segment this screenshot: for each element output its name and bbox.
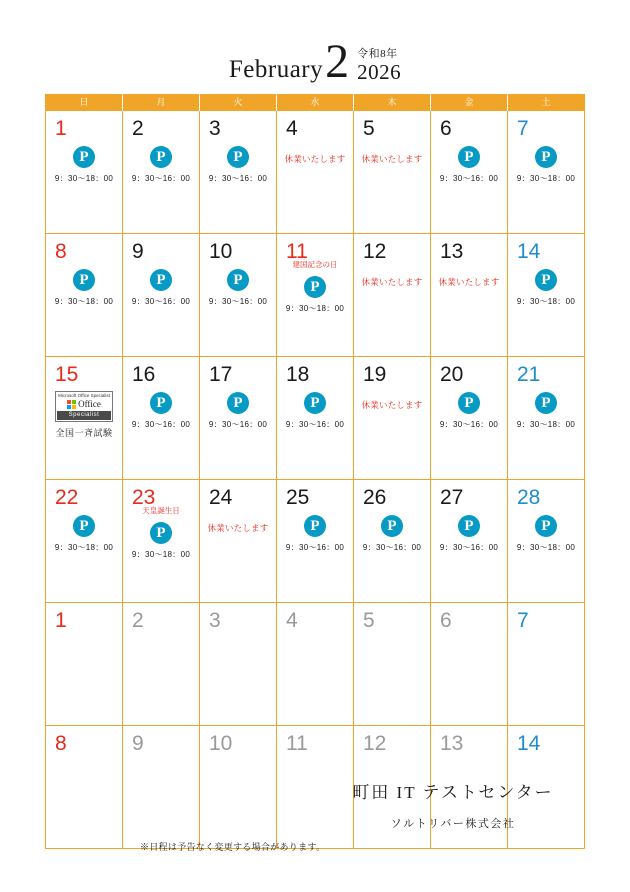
calendar-day-cell[interactable] (123, 603, 200, 726)
day-number: 14 (517, 240, 541, 263)
business-hours: 9：30～16：00 (439, 420, 499, 429)
month-name-english: February (228, 56, 324, 83)
day-number: 24 (209, 486, 233, 509)
office-specialist-badge-icon (55, 391, 113, 422)
day-number: 22 (55, 486, 79, 509)
day-number: 2 (132, 609, 144, 632)
day-number: 17 (209, 363, 233, 386)
badge-top-text: Microsoft Office Specialist (58, 393, 110, 398)
calendar-day-cell[interactable] (354, 111, 431, 234)
business-hours: 9：30～16：00 (208, 420, 268, 429)
day-number: 12 (363, 240, 387, 263)
day-number: 12 (363, 732, 387, 755)
calendar-day-cell[interactable] (123, 111, 200, 234)
calendar-day-cell[interactable] (200, 480, 277, 603)
calendar-day-cell[interactable] (277, 357, 354, 480)
weekday-header-monday: 月 (123, 94, 200, 111)
holiday-name: 建国記念の日 (292, 260, 338, 269)
business-hours: 9：30～18：00 (516, 420, 576, 429)
calendar-day-cell[interactable] (431, 603, 508, 726)
business-hours: 9：30～16：00 (131, 174, 191, 183)
calendar-grid (45, 94, 585, 849)
day-number: 19 (363, 363, 387, 386)
japanese-era-year: 令和8年 (357, 48, 398, 61)
business-hours: 9：30～18：00 (54, 543, 114, 552)
p-mark-icon: P (304, 392, 326, 414)
calendar-day-cell[interactable] (354, 480, 431, 603)
calendar-week-row (46, 111, 585, 234)
business-hours: 9：30～16：00 (439, 543, 499, 552)
business-hours: 9：30～16：00 (285, 420, 345, 429)
business-hours: 9：30～18：00 (285, 304, 345, 314)
closed-notice: 休業いたします (361, 400, 423, 410)
calendar-day-cell[interactable] (200, 603, 277, 726)
weekday-header-saturday: 土 (508, 94, 585, 111)
day-number: 16 (132, 363, 156, 386)
day-number: 13 (440, 240, 464, 263)
calendar-day-cell[interactable] (123, 357, 200, 480)
day-number: 14 (517, 732, 541, 755)
company-subname: ソルトリバー株式会社 (390, 818, 516, 830)
calendar-week-row (46, 480, 585, 603)
business-hours: 9：30～18：00 (54, 174, 114, 183)
calendar-day-cell[interactable] (123, 726, 200, 849)
calendar-day-cell[interactable] (200, 726, 277, 849)
closed-notice: 休業いたします (438, 277, 500, 287)
p-mark-icon: P (150, 392, 172, 414)
day-number: 26 (363, 486, 387, 509)
day-number: 25 (286, 486, 310, 509)
day-number: 11 (286, 732, 308, 755)
calendar-day-cell[interactable] (277, 480, 354, 603)
badge-bar-text: Specialist (57, 411, 111, 420)
day-number: 8 (55, 732, 67, 755)
calendar-day-cell[interactable] (277, 603, 354, 726)
p-mark-icon: P (150, 269, 172, 291)
day-number: 18 (286, 363, 310, 386)
weekday-header-row (46, 94, 585, 111)
weekday-header-friday: 金 (431, 94, 508, 111)
closed-notice: 休業いたします (284, 154, 346, 164)
day-number: 1 (55, 117, 67, 140)
day-number: 28 (517, 486, 541, 509)
calendar-day-cell[interactable] (46, 480, 123, 603)
calendar-day-cell[interactable] (200, 357, 277, 480)
day-number: 5 (363, 609, 375, 632)
calendar-day-cell[interactable] (46, 603, 123, 726)
p-mark-icon: P (458, 515, 480, 537)
business-hours: 9：30～18：00 (516, 174, 576, 183)
p-mark-icon: P (150, 146, 172, 168)
company-name: 町田 IT テストセンター (352, 783, 554, 802)
calendar-day-cell[interactable] (200, 234, 277, 357)
calendar-day-cell[interactable] (46, 726, 123, 849)
calendar-day-cell[interactable] (46, 111, 123, 234)
calendar-week-row (46, 603, 585, 726)
calendar-day-cell[interactable] (354, 357, 431, 480)
p-mark-icon: P (535, 515, 557, 537)
calendar-day-cell[interactable] (508, 111, 585, 234)
day-number: 9 (132, 732, 144, 755)
p-mark-icon: P (535, 269, 557, 291)
calendar-day-cell[interactable] (200, 111, 277, 234)
p-mark-icon: P (535, 392, 557, 414)
day-number: 7 (517, 117, 529, 140)
business-hours: 9：30～16：00 (439, 174, 499, 183)
business-hours: 9：30～16：00 (131, 297, 191, 306)
day-number: 6 (440, 117, 452, 140)
holiday-name: 天皇誕生日 (142, 506, 180, 515)
weekday-header-sunday: 日 (46, 94, 123, 111)
p-mark-icon: P (73, 146, 95, 168)
day-number: 7 (517, 609, 529, 632)
closed-notice: 休業いたします (207, 523, 269, 533)
day-number: 6 (440, 609, 452, 632)
p-mark-icon: P (227, 269, 249, 291)
month-number: 2 (325, 35, 350, 88)
calendar-week-row (46, 357, 585, 480)
day-number: 4 (286, 117, 298, 140)
year-block (357, 49, 401, 86)
business-hours: 9：30～18：00 (54, 297, 114, 306)
calendar-day-cell[interactable] (277, 234, 354, 357)
business-hours: 9：30～16：00 (362, 543, 422, 552)
calendar-day-cell[interactable] (508, 480, 585, 603)
p-mark-icon: P (458, 146, 480, 168)
day-number: 8 (55, 240, 67, 263)
calendar-day-cell[interactable] (46, 234, 123, 357)
business-hours: 9：30～16：00 (285, 543, 345, 552)
weekday-header-thursday: 木 (354, 94, 431, 111)
p-mark-icon: P (535, 146, 557, 168)
calendar-day-cell[interactable] (431, 480, 508, 603)
day-number: 3 (209, 117, 221, 140)
closed-notice: 休業いたします (361, 154, 423, 164)
p-mark-icon: P (304, 276, 326, 298)
microsoft-logo-icon (67, 400, 76, 409)
gregorian-year: 2026 (357, 59, 402, 84)
day-number: 15 (55, 363, 79, 386)
p-mark-icon: P (458, 392, 480, 414)
calendar-day-cell[interactable] (46, 357, 123, 480)
weekday-header-tuesday: 火 (200, 94, 277, 111)
calendar-day-cell[interactable] (123, 234, 200, 357)
p-mark-icon: P (73, 269, 95, 291)
calendar-day-cell[interactable] (354, 234, 431, 357)
day-number: 13 (440, 732, 464, 755)
day-number: 9 (132, 240, 144, 263)
business-hours: 9：30～16：00 (208, 174, 268, 183)
day-number: 4 (286, 609, 298, 632)
business-hours: 9：30～18：00 (131, 550, 191, 560)
calendar-day-cell[interactable] (354, 603, 431, 726)
day-number: 10 (209, 240, 233, 263)
exam-label: 全国一斉試験 (55, 427, 113, 438)
p-mark-icon: P (150, 522, 172, 544)
day-number: 23 (132, 486, 156, 509)
calendar-day-cell[interactable] (508, 603, 585, 726)
calendar-day-cell[interactable] (277, 111, 354, 234)
day-number: 27 (440, 486, 464, 509)
badge-main-row (57, 400, 111, 409)
business-hours: 9：30～18：00 (516, 297, 576, 306)
day-number: 20 (440, 363, 464, 386)
p-mark-icon: P (227, 146, 249, 168)
day-number: 1 (55, 609, 67, 632)
day-number: 2 (132, 117, 144, 140)
business-hours: 9：30～16：00 (131, 420, 191, 429)
calendar-day-cell[interactable] (508, 357, 585, 480)
calendar-header (0, 0, 630, 94)
business-hours: 9：30～18：00 (516, 543, 576, 552)
calendar-day-cell[interactable] (431, 234, 508, 357)
calendar-day-cell[interactable] (431, 111, 508, 234)
badge-word: Office (78, 398, 101, 409)
p-mark-icon: P (227, 392, 249, 414)
weekday-header-wednesday: 水 (277, 94, 354, 111)
day-number: 5 (363, 117, 375, 140)
day-number: 10 (209, 732, 233, 755)
closed-notice: 休業いたします (361, 277, 423, 287)
day-number: 21 (517, 363, 541, 386)
day-number: 3 (209, 609, 221, 632)
calendar-day-cell[interactable] (508, 234, 585, 357)
calendar-day-cell[interactable] (123, 480, 200, 603)
p-mark-icon: P (304, 515, 326, 537)
day-number: 11 (286, 240, 308, 263)
footer-note: ※日程は予告なく変更する場合があります。 (140, 842, 326, 852)
business-hours: 9：30～16：00 (208, 297, 268, 306)
calendar-week-row (46, 234, 585, 357)
footer-company-block (328, 778, 578, 831)
p-mark-icon: P (381, 515, 403, 537)
p-mark-icon: P (73, 515, 95, 537)
calendar-day-cell[interactable] (431, 357, 508, 480)
